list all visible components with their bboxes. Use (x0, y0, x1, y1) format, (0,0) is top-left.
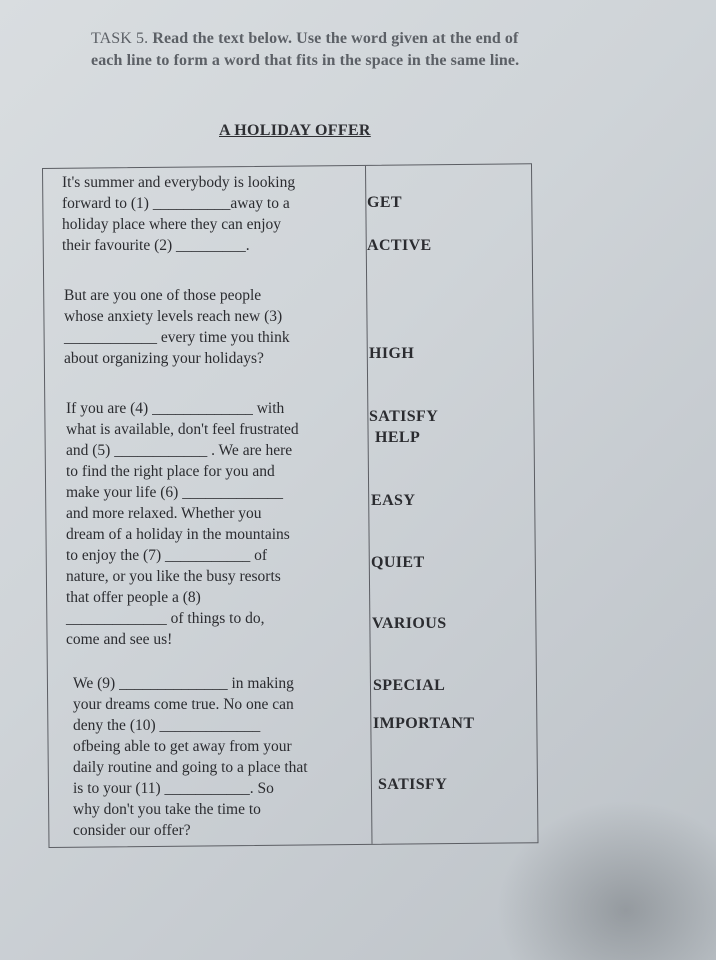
keyword-easy: EASY (371, 492, 416, 509)
text-line: what is available, don't feel frustrated (66, 421, 299, 438)
text-line: If you are (4) _____________ with (66, 400, 285, 417)
text-line: It's summer and everybody is looking (62, 174, 296, 191)
text-line: your dreams come true. No one can (73, 696, 294, 713)
paragraph-2 (64, 285, 290, 369)
text-line: whose anxiety levels reach new (3) (64, 308, 283, 325)
text-line: _____________ of things to do, (66, 610, 265, 627)
text-line: come and see us! (66, 631, 173, 648)
text-line: to enjoy the (7) ___________ of (66, 547, 268, 564)
text-line: dream of a holiday in the mountains (66, 526, 290, 543)
task-label: TASK 5. (91, 30, 149, 47)
keyword-special: SPECIAL (373, 677, 446, 694)
text-line: nature, or you like the busy resorts (66, 568, 281, 585)
paragraph-4 (73, 673, 308, 841)
text-line: consider our offer? (73, 822, 191, 839)
text-line: make your life (6) _____________ (66, 484, 283, 501)
text-line: But are you one of those people (64, 287, 262, 304)
task-instruction-text: Read the text below. Use the word given at the end of each line to form a word that fits in the space in the same line. (91, 30, 520, 69)
text-line: and more relaxed. Whether you (66, 505, 262, 522)
keyword-active: ACTIVE (367, 237, 432, 254)
text-line: deny the (10) _____________ (73, 717, 261, 734)
text-line: to find the right place for you and (66, 463, 275, 480)
paragraph-1 (62, 172, 295, 256)
task-instructions (91, 28, 531, 72)
keyword-get: GET (367, 194, 402, 211)
text-line: their favourite (2) _________. (62, 237, 250, 254)
text-line: why don't you take the time to (73, 801, 261, 818)
keyword-satisfy-2: SATISFY (378, 776, 448, 793)
keyword-satisfy: SATISFY (369, 408, 439, 425)
keyword-various: VARIOUS (372, 615, 447, 632)
text-line: holiday place where they can enjoy (62, 216, 282, 233)
text-line: is to your (11) ___________. So (73, 780, 274, 797)
text-line: and (5) ____________ . We are here (66, 442, 293, 459)
page-title: A HOLIDAY OFFER (219, 122, 371, 139)
text-line: ofbeing able to get away from your (73, 738, 292, 755)
keyword-quiet: QUIET (371, 554, 425, 571)
text-line: about organizing your holidays? (64, 350, 264, 367)
paragraph-3 (66, 398, 299, 650)
keyword-help: HELP (375, 429, 421, 446)
text-line: ____________ every time you think (64, 329, 290, 346)
keyword-important: IMPORTANT (373, 715, 475, 732)
keyword-high: HIGH (369, 345, 415, 362)
text-line: daily routine and going to a place that (73, 759, 308, 776)
text-line: that offer people a (8) (66, 589, 201, 606)
text-line: We (9) ______________ in making (73, 675, 294, 692)
text-line: forward to (1) __________away to a (62, 195, 290, 212)
